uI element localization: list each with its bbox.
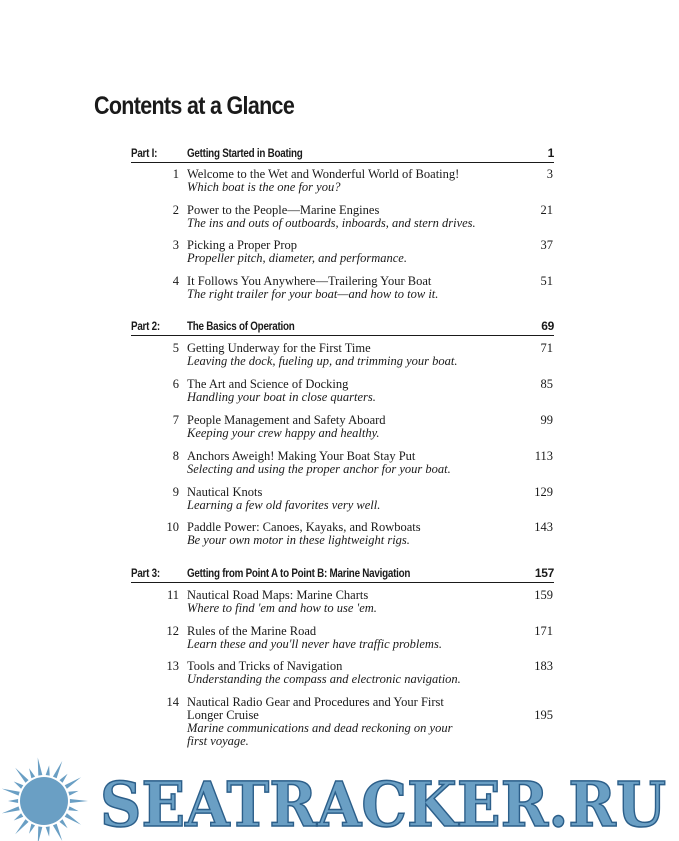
chapter-description: Selecting and using the proper anchor for your boat. (187, 462, 451, 476)
chapter-title: Tools and Tricks of Navigation (187, 659, 343, 673)
chapter-page-number: 183 (534, 659, 553, 673)
chapter-title: Anchors Aweigh! Making Your Boat Stay Put (187, 449, 416, 463)
chapter-page-number: 71 (540, 341, 553, 355)
watermark (0, 738, 679, 841)
part-heading (131, 566, 554, 583)
chapter-description: The ins and outs of outboards, inboards, and stern drives. (187, 216, 476, 230)
chapter-description: Learn these and you'll never have traffic problems. (187, 637, 442, 651)
chapter-number: 1 (172, 167, 179, 181)
chapter-page-number: 143 (534, 520, 553, 534)
part-heading (131, 146, 554, 163)
chapter-number: 5 (172, 341, 179, 355)
chapter-title: Nautical Knots (187, 485, 263, 499)
chapter-description: Keeping your crew happy and healthy. (187, 426, 380, 440)
part-title: Getting Started in Boating (187, 146, 303, 160)
chapter-title: Welcome to the Wet and Wonderful World of Boating! (187, 167, 460, 181)
chapter-number: 4 (172, 274, 179, 288)
chapter-description: Propeller pitch, diameter, and performance. (187, 251, 407, 265)
chapter-number: 7 (172, 413, 179, 427)
sun-icon (2, 757, 88, 841)
chapter-title: Nautical Road Maps: Marine Charts (187, 588, 369, 602)
chapter-description: The right trailer for your boat—and how to tow it. (187, 287, 439, 301)
chapter-title: Getting Underway for the First Time (187, 341, 371, 355)
chapter-description: Leaving the dock, fueling up, and trimming your boat. (187, 354, 458, 368)
chapter-page-number: 113 (534, 449, 553, 463)
part-title: The Basics of Operation (187, 319, 295, 333)
chapter-number: 6 (172, 377, 179, 391)
page-title: Contents at a Glance (94, 92, 295, 120)
part-label: Part 3: (131, 566, 160, 580)
chapter-number: 14 (166, 695, 179, 709)
chapter-description: Where to find 'em and how to use 'em. (187, 601, 377, 615)
watermark-text: SEATRACKER.RU (100, 768, 666, 841)
chapter-page-number: 21 (540, 203, 553, 217)
chapter-number: 9 (172, 485, 179, 499)
part-page-number: 69 (541, 319, 554, 333)
chapter-page-number: 129 (534, 485, 553, 499)
part-page-number: 157 (534, 566, 554, 580)
chapter-title: Paddle Power: Canoes, Kayaks, and Rowboats (187, 520, 421, 534)
chapter-title-continued: Longer Cruise (187, 708, 259, 722)
chapter-number: 2 (172, 203, 179, 217)
chapter-page-number: 37 (540, 238, 553, 252)
chapter-page-number: 171 (534, 624, 553, 638)
chapter-title: The Art and Science of Docking (187, 377, 349, 391)
chapter-page-number: 159 (534, 588, 553, 602)
chapter-description: Marine communications and dead reckoning on your (187, 721, 453, 735)
chapter-description: Be your own motor in these lightweight rigs. (187, 533, 410, 547)
chapter-description: Handling your boat in close quarters. (187, 390, 376, 404)
chapter-title: Rules of the Marine Road (187, 624, 317, 638)
chapter-page-number: 195 (534, 708, 553, 722)
chapter-title: Picking a Proper Prop (187, 238, 298, 252)
part-page-number: 1 (547, 146, 554, 160)
part-label: Part I: (131, 146, 158, 160)
chapter-number: 8 (172, 449, 179, 463)
chapter-description: Learning a few old favorites very well. (187, 498, 381, 512)
chapter-number: 13 (166, 659, 179, 673)
chapter-number: 10 (166, 520, 179, 534)
chapter-title: Nautical Radio Gear and Procedures and Your First (187, 695, 444, 709)
chapter-number: 12 (166, 624, 179, 638)
part-heading (131, 319, 554, 336)
part-label: Part 2: (131, 319, 160, 333)
chapter-number: 3 (172, 238, 179, 252)
chapter-number: 11 (166, 588, 179, 602)
chapter-title: It Follows You Anywhere—Trailering Your Boat (187, 274, 432, 288)
chapter-title: People Management and Safety Aboard (187, 413, 386, 427)
chapter-page-number: 3 (546, 167, 553, 181)
chapter-title: Power to the People—Marine Engines (187, 203, 380, 217)
chapter-description: Which boat is the one for you? (187, 180, 341, 194)
chapter-page-number: 51 (540, 274, 553, 288)
chapter-page-number: 85 (540, 377, 553, 391)
chapter-description-continued: first voyage. (187, 734, 249, 748)
chapter-description: Understanding the compass and electronic navigation. (187, 672, 461, 686)
part-title: Getting from Point A to Point B: Marine Navigation (187, 566, 411, 580)
chapter-page-number: 99 (540, 413, 553, 427)
